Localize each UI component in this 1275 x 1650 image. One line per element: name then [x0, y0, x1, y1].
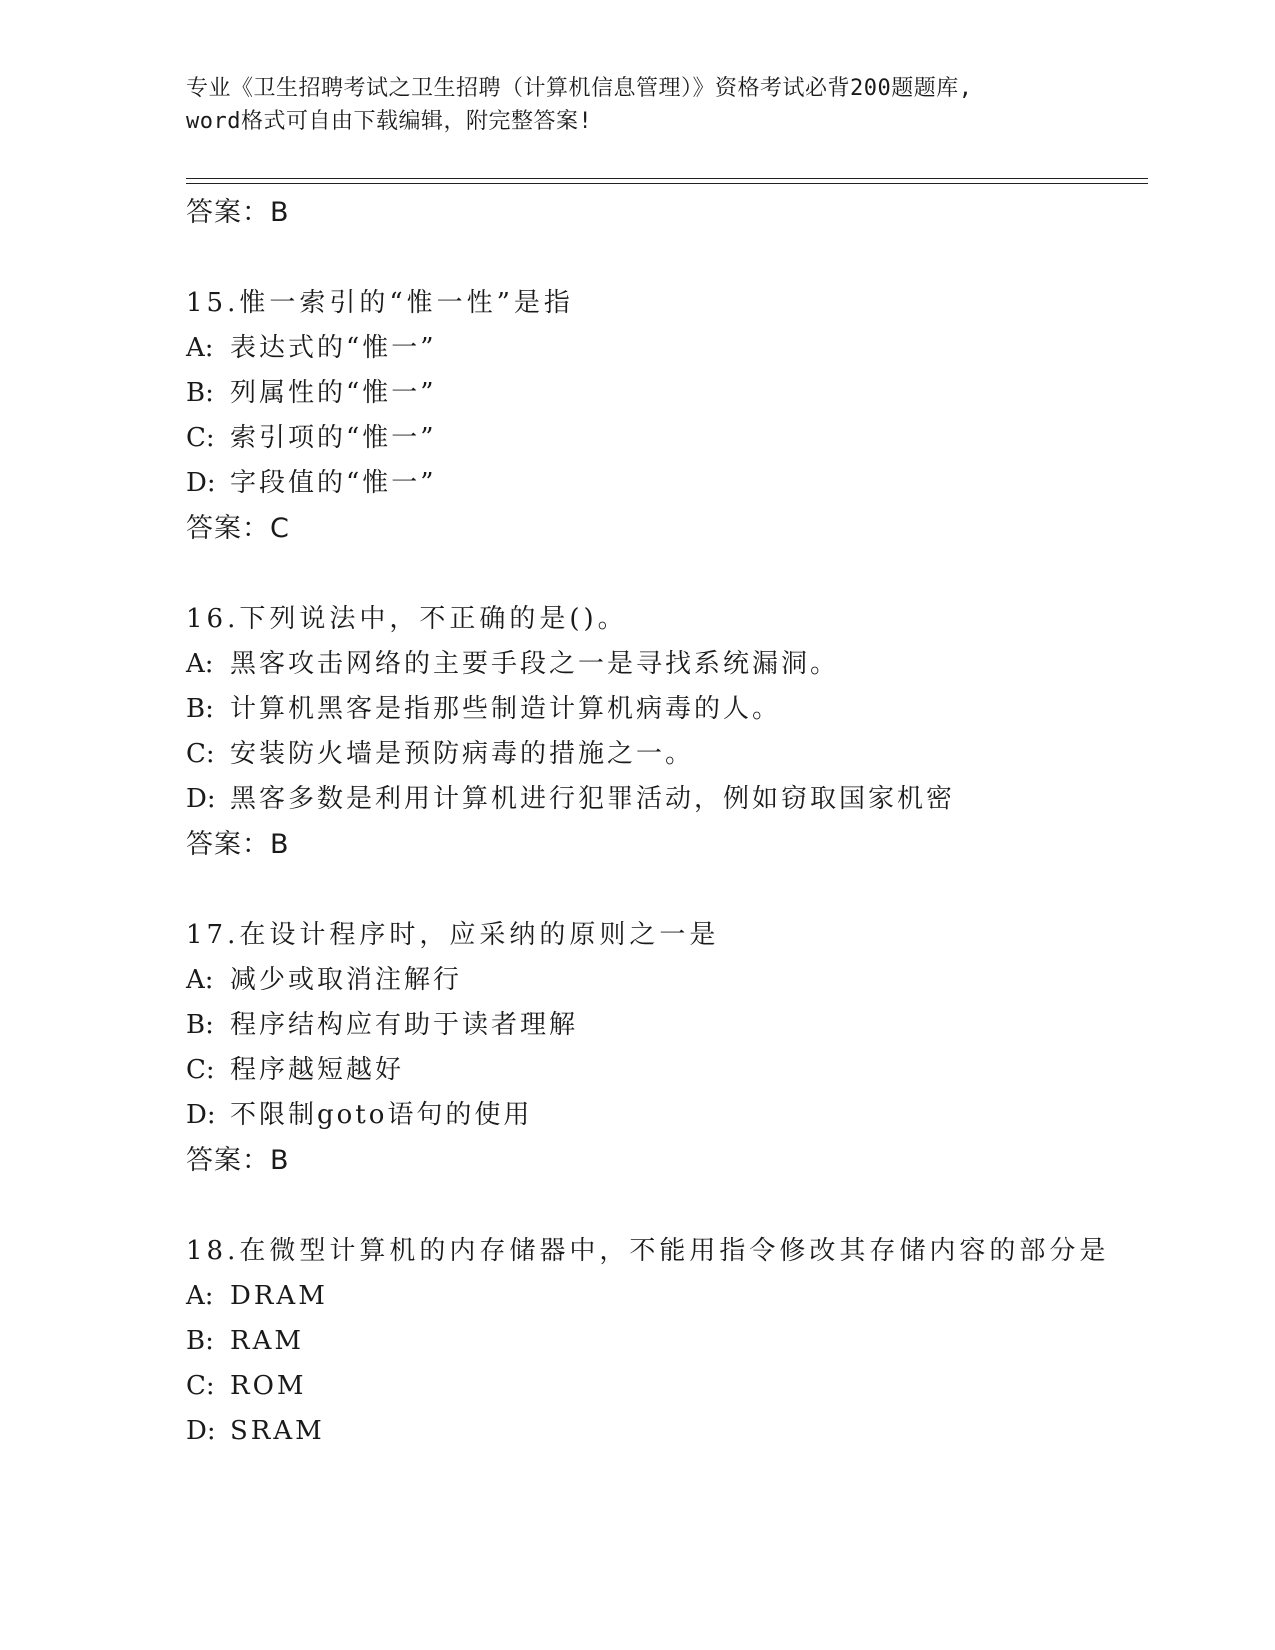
option-text: 程序结构应有助于读者理解 [230, 1010, 579, 1040]
spacer [186, 235, 1186, 281]
spacer [186, 867, 1186, 913]
option-key: D: [186, 784, 216, 814]
option-b [186, 371, 1186, 416]
option-text: 黑客多数是利用计算机进行犯罪活动，例如窃取国家机密 [230, 784, 956, 814]
header-title-line-1: 专业《卫生招聘考试之卫生招聘（计算机信息管理）》资格考试必背200题题库, [186, 76, 973, 101]
question-17 [186, 913, 1186, 1183]
option-key: D: [186, 1100, 216, 1130]
option-c [186, 732, 1186, 777]
question-stem: 18.在微型计算机的内存储器中，不能用指令修改其存储内容的部分是 [186, 1236, 1110, 1266]
question-stem: 16.下列说法中，不正确的是()。 [186, 604, 628, 634]
option-key: A: [186, 965, 214, 995]
option-a [186, 958, 1186, 1003]
option-a [186, 642, 1186, 687]
option-d [186, 777, 1186, 822]
question-16 [186, 597, 1186, 867]
question-stem: 17.在设计程序时，应采纳的原则之一是 [186, 920, 720, 950]
option-text: 安装防火墙是预防病毒的措施之一。 [230, 739, 695, 769]
option-text: 列属性的“惟一” [230, 378, 437, 408]
header-divider-top [186, 178, 1148, 179]
option-key: A: [186, 1281, 214, 1311]
option-text: SRAM [230, 1416, 325, 1446]
option-key: A: [186, 333, 214, 363]
option-text: 程序越短越好 [230, 1055, 405, 1085]
option-b [186, 1319, 1186, 1364]
question-list [186, 190, 1186, 1454]
answer-line: 答案：B [186, 197, 290, 228]
option-c [186, 416, 1186, 461]
question-18 [186, 1229, 1186, 1454]
option-key: B: [186, 1010, 214, 1040]
option-d [186, 461, 1186, 506]
option-c [186, 1048, 1186, 1093]
option-key: D: [186, 468, 216, 498]
header-divider-bottom [186, 183, 1148, 184]
option-d [186, 1409, 1186, 1454]
option-text: RAM [230, 1326, 304, 1356]
option-c [186, 1364, 1186, 1409]
option-key: B: [186, 1326, 214, 1356]
option-text: 减少或取消注解行 [230, 965, 463, 995]
option-key: C: [186, 739, 215, 769]
answer-line: 答案：C [186, 513, 290, 544]
option-text: 计算机黑客是指那些制造计算机病毒的人。 [230, 694, 782, 724]
option-key: B: [186, 378, 214, 408]
option-a [186, 1274, 1186, 1319]
option-a [186, 326, 1186, 371]
option-b [186, 687, 1186, 732]
document-header [186, 72, 1066, 138]
option-text: ROM [230, 1371, 307, 1401]
option-text: 黑客攻击网络的主要手段之一是寻找系统漏洞。 [230, 649, 840, 679]
option-text: 不限制goto语句的使用 [230, 1100, 533, 1130]
option-text: 索引项的“惟一” [230, 423, 437, 453]
answer-line: 答案：B [186, 1145, 290, 1176]
option-key: A: [186, 649, 214, 679]
option-text: 表达式的“惟一” [230, 333, 437, 363]
option-key: C: [186, 1055, 215, 1085]
option-key: B: [186, 694, 214, 724]
option-key: C: [186, 423, 215, 453]
spacer [186, 1183, 1186, 1229]
option-text: DRAM [230, 1281, 328, 1311]
answer-line: 答案：B [186, 829, 290, 860]
spacer [186, 551, 1186, 597]
question-stem: 15.惟一索引的“惟一性”是指 [186, 288, 574, 318]
header-title-line-2: word格式可自由下载编辑，附完整答案! [186, 109, 593, 134]
option-d [186, 1093, 1186, 1138]
option-key: C: [186, 1371, 215, 1401]
option-key: D: [186, 1416, 216, 1446]
question-15 [186, 281, 1186, 551]
option-text: 字段值的“惟一” [230, 468, 437, 498]
option-b [186, 1003, 1186, 1048]
